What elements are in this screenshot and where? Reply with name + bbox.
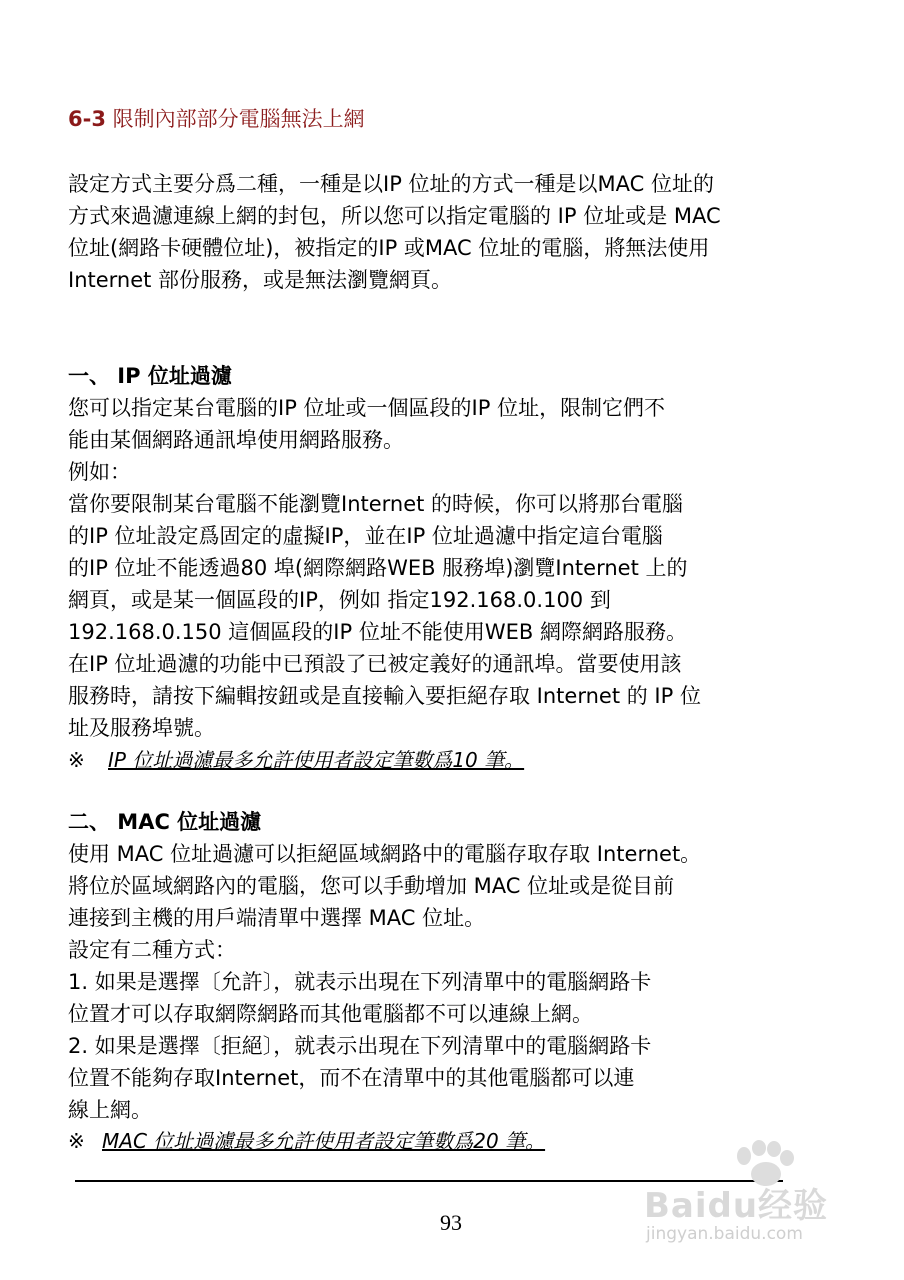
section2-line: 2. 如果是選擇〔拒絕〕，就表示出現在下列清單中的電腦網路卡 <box>68 1034 652 1058</box>
baidu-watermark <box>644 1140 864 1250</box>
section2-line: 使用 MAC 位址過濾可以拒絕區域網路中的電腦存取存取 Internet。 <box>68 842 702 866</box>
section1-line: 您可以指定某台電腦的IP 位址或一個區段的IP 位址，限制它們不 <box>68 396 666 420</box>
section2-note-text: MAC 位址過濾最多允許使用者設定筆數爲20 筆。 <box>102 1129 546 1153</box>
section1-line: 例如： <box>68 460 131 484</box>
section1-line: 的IP 位址不能透過80 埠(網際網路WEB 服務埠)瀏覽Internet 上的 <box>68 556 688 580</box>
note-mark: ※ <box>68 1129 85 1153</box>
section2-line: 將位於區域網路內的電腦，您可以手動增加 MAC 位址或是從目前 <box>68 874 675 898</box>
section1-line: 192.168.0.150 這個區段的IP 位址不能使用WEB 網際網路服務。 <box>68 620 687 644</box>
section1-heading: 一、 IP 位址過濾 <box>68 364 232 388</box>
section1-line: 網頁，或是某一個區段的IP，例如 指定192.168.0.100 到 <box>68 588 611 612</box>
watermark-url: jingyan.baidu.com <box>646 1224 803 1244</box>
intro-line-3: 位址(網路卡硬體位址)，被指定的IP 或MAC 位址的電腦，將無法使用 <box>68 236 710 260</box>
section-title-text: 限制內部部分電腦無法上網 <box>105 107 365 131</box>
section2-line: 1. 如果是選擇〔允許〕，就表示出現在下列清單中的電腦網路卡 <box>68 970 652 994</box>
section1-note <box>68 745 524 775</box>
section1-line: 能由某個網路通訊埠使用網路服務。 <box>68 428 404 452</box>
section1-line: 址及服務埠號。 <box>68 716 215 740</box>
intro-line-4: Internet 部份服務，或是無法瀏覽網頁。 <box>68 268 453 292</box>
note-mark: ※ <box>68 748 85 772</box>
section1-line: 當你要限制某台電腦不能瀏覽Internet 的時候，你可以將那台電腦 <box>68 492 684 516</box>
section2-heading: 二、 MAC 位址過濾 <box>68 810 262 834</box>
section2-line: 位置才可以存取網際網路而其他電腦都不可以連線上網。 <box>68 1002 593 1026</box>
intro-line-1: 設定方式主要分爲二種，一種是以IP 位址的方式一種是以MAC 位址的 <box>68 172 714 196</box>
section2-line: 設定有二種方式： <box>68 938 236 962</box>
section2-line: 線上網。 <box>68 1098 152 1122</box>
section-title <box>68 103 365 133</box>
section2-line: 位置不能夠存取Internet，而不在清單中的其他電腦都可以連 <box>68 1066 635 1090</box>
section1-line: 在IP 位址過濾的功能中已預設了已被定義好的通訊埠。當要使用該 <box>68 652 682 676</box>
section1-line: 服務時，請按下編輯按鈕或是直接輸入要拒絕存取 Internet 的 IP 位 <box>68 684 701 708</box>
section2-note <box>68 1126 545 1156</box>
section-number: 6-3 <box>68 107 106 131</box>
page-number: 93 <box>440 1210 462 1235</box>
intro-line-2: 方式來過濾連線上網的封包，所以您可以指定電腦的 IP 位址或是 MAC <box>68 204 721 228</box>
section1-line: 的IP 位址設定爲固定的虛擬IP，並在IP 位址過濾中指定這台電腦 <box>68 524 663 548</box>
watermark-brand: Baidu经验 <box>644 1186 829 1226</box>
section2-line: 連接到主機的用戶端清單中選擇 MAC 位址。 <box>68 906 486 930</box>
section1-note-text: IP 位址過濾最多允許使用者設定筆數爲10 筆。 <box>108 748 525 772</box>
